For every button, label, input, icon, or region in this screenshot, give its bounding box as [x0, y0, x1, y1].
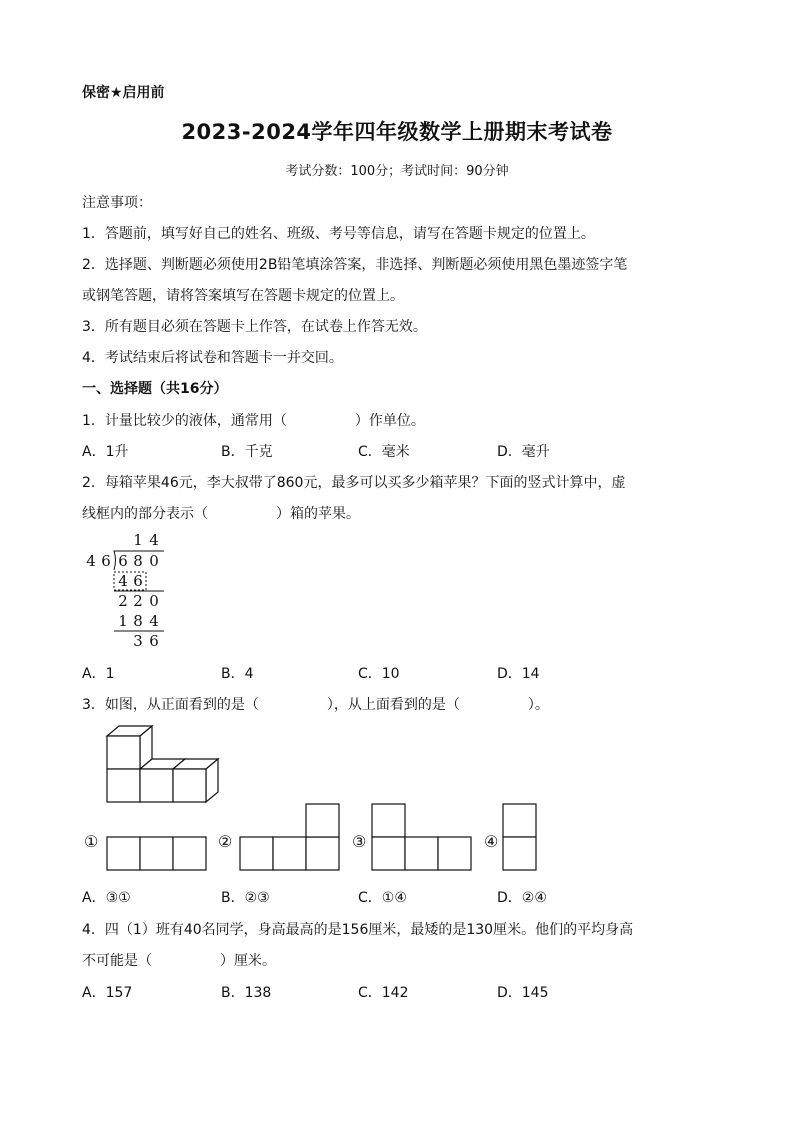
notes-heading: 注意事项：: [82, 195, 152, 211]
divisor-digit: 6: [101, 552, 111, 570]
cube-solid-figure: [100, 722, 230, 808]
note-item-3: 3．所有题目必须在答题卡上作答，在试卷上作答无效。: [82, 319, 427, 335]
dividend-digit: 8: [133, 552, 143, 570]
view-3-square: [438, 837, 471, 870]
view-4-square: [503, 837, 536, 870]
question-2-line-1: 2．每箱苹果46元，李大叔带了860元，最多可以买多少箱苹果？下面的竖式计算中，虚: [82, 475, 626, 491]
view-3-square: [372, 837, 405, 870]
q2-option-b: B．4: [221, 666, 254, 682]
view-3-square: [372, 804, 405, 837]
question-4-pre: 不可能是（: [82, 953, 152, 969]
q2-option-d: D．14: [497, 666, 540, 682]
remainder2-digit: 6: [149, 632, 159, 650]
question-3-mid: ），从上面看到的是（: [326, 697, 460, 713]
question-3-pre: 3．如图，从正面看到的是（: [82, 697, 259, 713]
step2-digit: 1: [118, 612, 128, 630]
long-division-figure: [80, 530, 180, 652]
quotient-digit: 4: [149, 531, 159, 549]
dividend-digit: 0: [149, 552, 159, 570]
remainder1-digit: 2: [118, 592, 128, 610]
q3-option-b: B．②③: [221, 890, 270, 906]
view-2-square: [306, 804, 339, 837]
question-1: [82, 410, 425, 430]
quotient-digit: 1: [133, 531, 143, 549]
view-1-square: [173, 837, 206, 870]
question-2-line-2: [82, 503, 360, 523]
step2-digit: 8: [133, 612, 143, 630]
confidential-label: 保密★启用前: [82, 85, 165, 101]
q1-option-d: D．毫升: [497, 444, 550, 460]
section-heading-choice: 一、选择题（共16分）: [82, 381, 228, 397]
view-label: ②: [218, 832, 233, 851]
view-1-square: [107, 837, 140, 870]
q1-option-c: C．毫米: [358, 444, 410, 460]
q3-option-a: A．③①: [82, 890, 131, 906]
question-4-line-1: 4．四（1）班有40名同学，身高最高的是156厘米，最矮的是130厘米。他们的平均身高: [82, 922, 634, 938]
question-4-post: ）厘米。: [220, 953, 276, 969]
exam-title: 2023-2024学年四年级数学上册期末考试卷: [181, 120, 613, 144]
note-item-1: 1．答题前，填写好自己的姓名、班级、考号等信息，请写在答题卡规定的位置上。: [82, 226, 595, 242]
q4-option-b: B．138: [221, 985, 272, 1001]
step2-digit: 4: [149, 612, 159, 630]
view-1-square: [140, 837, 173, 870]
question-3: [82, 694, 549, 714]
q4-option-d: D．145: [497, 985, 549, 1001]
view-label: ④: [484, 832, 499, 851]
view-2-square: [273, 837, 306, 870]
question-2-post: ）箱的苹果。: [276, 506, 360, 522]
view-4-square: [503, 804, 536, 837]
note-item-2-cont: 或钢笔答题，请将答案填写在答题卡规定的位置上。: [82, 288, 404, 304]
view-label: ①: [84, 832, 99, 851]
q3-option-c: C．①④: [358, 890, 407, 906]
dividend-digit: 6: [118, 552, 128, 570]
q2-option-c: C．10: [358, 666, 400, 682]
view-label: ③: [352, 832, 367, 851]
exam-subtitle: 考试分数：100分；考试时间：90分钟: [285, 164, 509, 179]
view-options-figure: [82, 798, 562, 873]
question-1-post: ）作单位。: [354, 413, 425, 429]
question-3-post: ）。: [527, 697, 549, 713]
q1-option-a: A．1升: [82, 444, 129, 460]
note-item-2: 2．选择题、判断题必须使用2B铅笔填涂答案，非选择、判断题必须使用黑色墨迹签字笔: [82, 257, 628, 273]
note-item-4: 4．考试结束后将试卷和答题卡一并交回。: [82, 350, 343, 366]
view-3-square: [405, 837, 438, 870]
view-2-square: [306, 837, 339, 870]
q3-option-d: D．②④: [497, 890, 547, 906]
question-4-line-2: [82, 950, 276, 970]
remainder2-digit: 3: [133, 632, 143, 650]
q2-option-a: A．1: [82, 666, 115, 682]
step1-digit: 6: [133, 572, 143, 590]
step1-digit: 4: [118, 572, 128, 590]
divisor-digit: 4: [86, 552, 96, 570]
q4-option-c: C．142: [358, 985, 409, 1001]
question-1-pre: 1．计量比较少的液体，通常用（: [82, 413, 287, 429]
q4-option-a: A．157: [82, 985, 133, 1001]
cube-face: [107, 736, 140, 769]
q1-option-b: B．千克: [221, 444, 273, 460]
question-2-pre: 线框内的部分表示（: [82, 506, 208, 522]
remainder1-digit: 2: [133, 592, 143, 610]
view-2-square: [240, 837, 273, 870]
remainder1-digit: 0: [149, 592, 159, 610]
